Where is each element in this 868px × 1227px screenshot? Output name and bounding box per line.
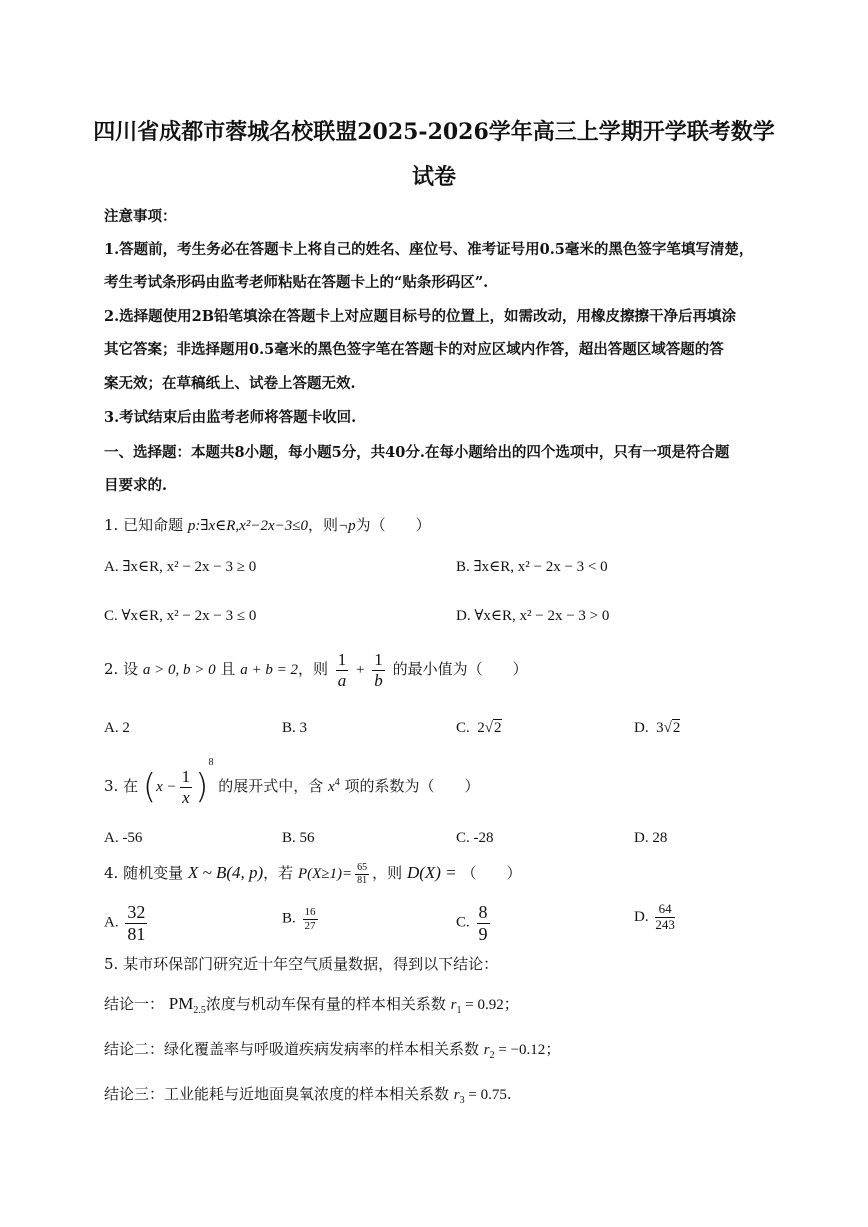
question-2-option-c: C. 2√2	[456, 720, 502, 736]
note-2-line-c: 案无效；在草稿纸上、试卷上答题无效.	[104, 375, 356, 392]
question-1-option-d: D. ∀x∈R, x² − 2x − 3 > 0	[456, 608, 610, 624]
question-3-option-a: A. -56	[104, 830, 143, 846]
note-2-line-b: 其它答案；非选择题用0.5毫米的黑色签字笔在答题卡的对应区域内作答，超出答题区域答题的答	[104, 341, 724, 358]
question-3-option-d: D. 28	[634, 830, 668, 846]
note-1-line-a: 1.答题前，考生务必在答题卡上将自己的姓名、座位号、准考证号用0.5毫米的黑色签字笔填写清楚，	[104, 241, 754, 258]
question-2-option-a: A. 2	[104, 720, 130, 736]
section-1-heading-a: 一、选择题：本题共8小题，每小题5分，共40分.在每小题给出的四个选项中，只有一项是符合题	[104, 444, 730, 461]
fraction-65-81: $\frac{65}{81}$	[357, 862, 368, 886]
note-2-line-a: 2.选择题使用2B铅笔填涂在答题卡上对应题目标号的位置上，如需改动，用橡皮擦擦干净后再填涂	[104, 308, 736, 325]
question-5-conclusion-3: 结论三：工业能耗与近地面臭氧浓度的样本相关系数 $r_3 = 0.75$.	[104, 1085, 512, 1106]
note-3: 3.考试结束后由监考老师将答题卡收回.	[104, 409, 357, 426]
question-5-stem: 5. 某市环保部门研究近十年空气质量数据，得到以下结论：	[104, 955, 499, 973]
question-4-option-b: B. $\frac{16}{27}$	[282, 906, 316, 932]
section-1-heading-b: 目要求的.	[104, 477, 168, 494]
question-1-option-c: C. ∀x∈R, x² − 2x − 3 ≤ 0	[104, 608, 257, 624]
question-3-stem: 3. 在 (x − $\frac{1}{x}$ )$^8$ 的展开式中，含 $x^4$ 项的系数为（ ）	[104, 757, 480, 807]
question-2-option-b: B. 3	[282, 720, 308, 736]
question-4-option-a: A. $\frac{32}{81}$	[104, 902, 146, 944]
question-4-option-d: D. $\frac{64}{243}$	[634, 901, 675, 932]
question-1-stem: 1. 已知命题 p:∃x∈R,x²−2x−3≤0，则¬p为（ ）	[104, 516, 431, 534]
question-3-option-b: B. 56	[282, 830, 315, 846]
question-2-option-d: D. 3√2	[634, 720, 681, 736]
question-4-option-c: C. $\frac{8}{9}$	[456, 902, 488, 944]
question-1-option-b: B. ∃x∈R, x² − 2x − 3 < 0	[456, 559, 608, 575]
fraction-1-over-b: $\frac{1}{b}$	[374, 650, 383, 690]
question-4-stem: 4. 随机变量 X ~ B(4, p)，若 P(X≥1)= $\frac{65}{81}$ ，则 D(X) = （ ）	[104, 862, 522, 886]
question-1-option-a: A. ∃x∈R, x² − 2x − 3 ≥ 0	[104, 559, 257, 575]
fraction-1-over-a: $\frac{1}{a}$	[337, 650, 347, 690]
exam-title-line1: 四川省成都市蓉城名校联盟2025-2026学年高三上学期开学联考数学	[93, 119, 775, 145]
fraction-1-over-x: $\frac{1}{x}$	[181, 766, 191, 807]
question-3-option-c: C. -28	[456, 830, 494, 846]
question-2-stem: 2. 设 a > 0, b > 0 且 a + b = 2，则 $\frac{1}{a}$ + $\frac{1}{b}$ 的最小值为（ ）	[104, 650, 528, 690]
note-1-line-b: 考生考试条形码由监考老师粘贴在答题卡上的“贴条形码区”.	[104, 274, 489, 291]
exam-title-line2: 试卷	[411, 164, 456, 190]
question-5-conclusion-1: 结论一： $PM_{2.5}$浓度与机动车保有量的样本相关系数 $r_1 = 0.92$；	[104, 994, 519, 1016]
question-5-conclusion-2: 结论二：绿化覆盖率与呼吸道疾病发病率的样本相关系数 $r_2 = -0.12$；	[104, 1040, 561, 1061]
notes-heading: 注意事项：	[104, 208, 177, 225]
